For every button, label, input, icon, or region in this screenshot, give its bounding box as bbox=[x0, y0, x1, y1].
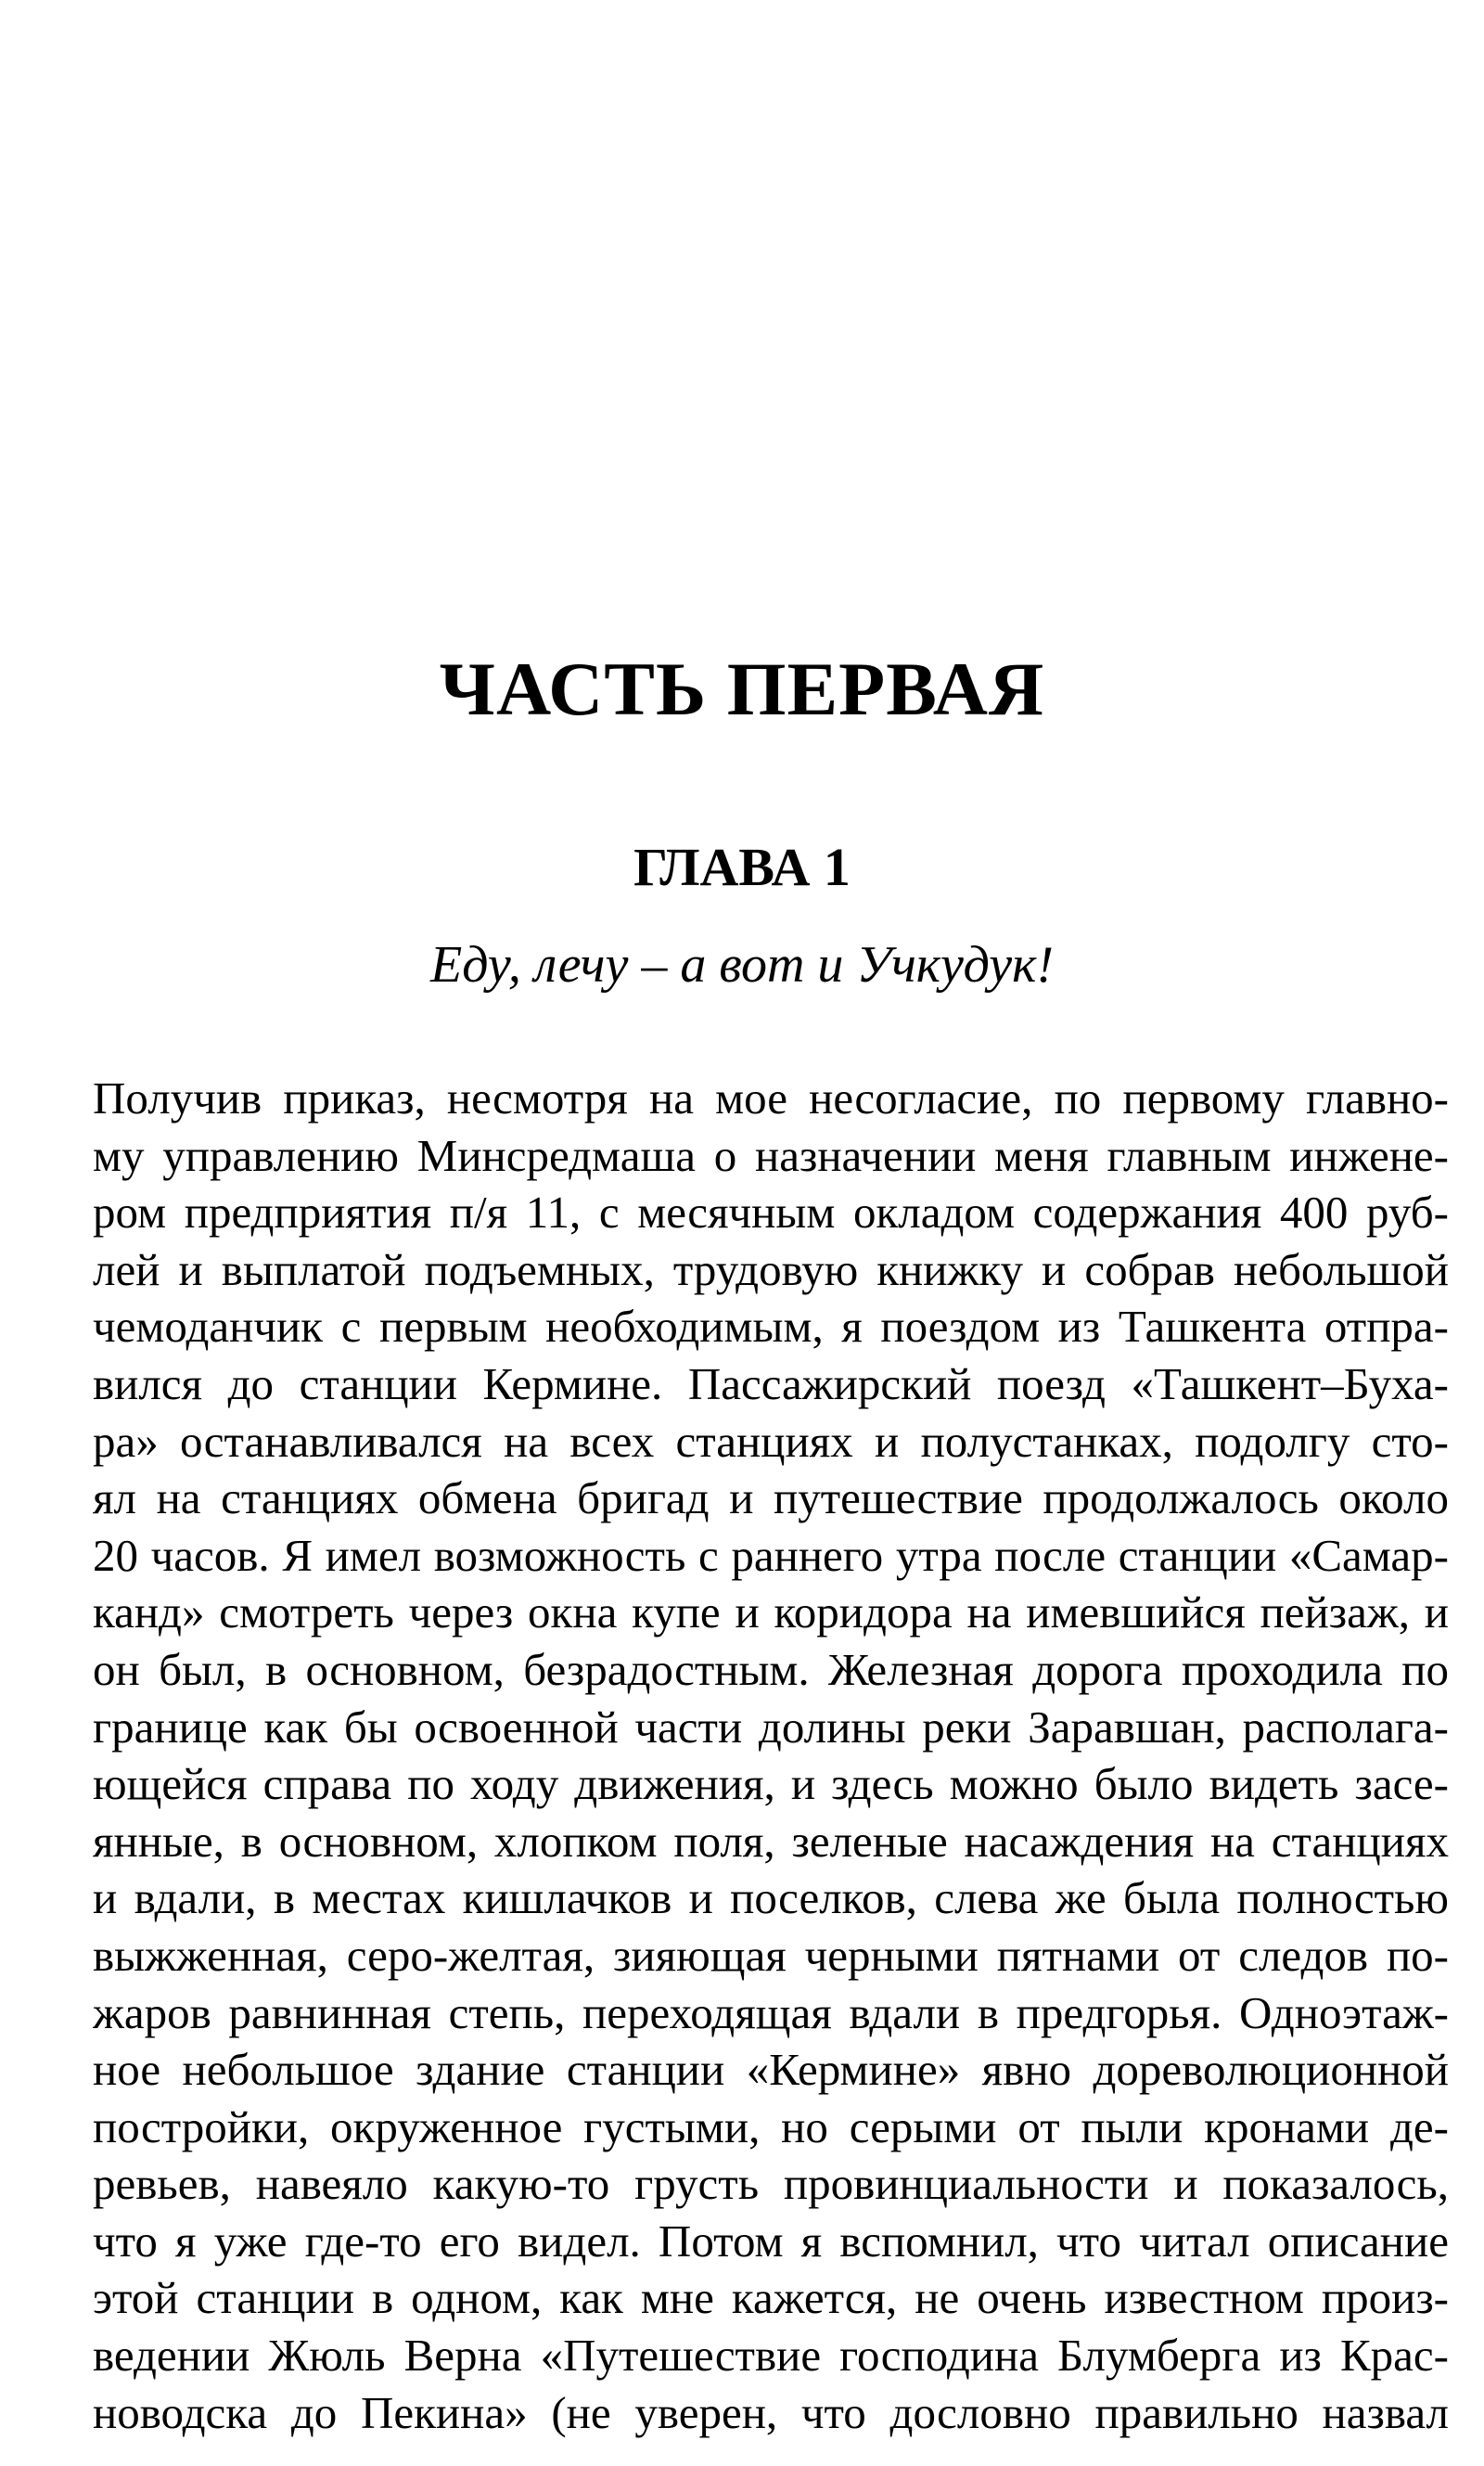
text-line: ром предприятия п/я 11, с месячным окладом содержания 400 руб- bbox=[93, 1187, 1449, 1239]
text-line: канд» смотреть через окна купе и коридора на имевшийся пейзаж, и bbox=[93, 1586, 1449, 1638]
text-line: ведении Жюль Верна «Путешествие господина Блумберга из Крас- bbox=[93, 2330, 1449, 2382]
chapter-title: ГЛАВА 1 bbox=[633, 837, 851, 897]
text-line: лей и выплатой подъемных, трудовую книжку и собрав небольшой bbox=[93, 1243, 1449, 1295]
text-line: новодска до Пекина» (не уверен, что дословно правильно назвал bbox=[93, 2386, 1449, 2438]
text-line: вился до станции Кермине. Пассажирский поезд «Ташкент–Буха- bbox=[93, 1357, 1449, 1409]
text-line: выжженная, серо-желтая, зияющая черными пятнами от следов по- bbox=[93, 1929, 1449, 1981]
text-line: постройки, окруженное густыми, но серыми от пыли кронами де- bbox=[93, 2100, 1449, 2152]
text-line: жаров равнинная степь, переходящая вдали в предгорья. Одноэтаж- bbox=[93, 1986, 1449, 2038]
text-line: он был, в основном, безрадостным. Железная дорога проходила по bbox=[93, 1643, 1449, 1695]
text-line: что я уже где-то его видел. Потом я вспомнил, что читал описание bbox=[93, 2215, 1449, 2267]
body-text bbox=[93, 1070, 1449, 2441]
part-title: ЧАСТЬ ПЕРВАЯ bbox=[439, 647, 1045, 731]
text-line: ра» останавливался на всех станциях и полустанках, подолгу сто- bbox=[93, 1415, 1449, 1467]
text-line: и вдали, в местах кишлачков и поселков, слева же была полностью bbox=[93, 1872, 1449, 1924]
text-line: янные, в основном, хлопком поля, зеленые насаждения на станциях bbox=[93, 1815, 1449, 1867]
text-line: ющейся справа по ходу движения, и здесь можно было видеть засе- bbox=[93, 1758, 1449, 1810]
text-line: ял на станциях обмена бригад и путешествие продолжалось около bbox=[93, 1472, 1449, 1524]
text-line: чемоданчик с первым необходимым, я поездом из Ташкента отпра- bbox=[93, 1301, 1449, 1353]
text-line: границе как бы освоенной части долины реки Заравшан, располага- bbox=[93, 1701, 1449, 1753]
text-line: ное небольшое здание станции «Кермине» явно дореволюционной bbox=[93, 2044, 1449, 2096]
text-line: ревьев, навеяло какую-то грусть провинциальности и показалось, bbox=[93, 2158, 1449, 2210]
text-line: 20 часов. Я имел возможность с раннего утра после станции «Самар- bbox=[93, 1529, 1449, 1581]
text-line: этой станции в одном, как мне кажется, не очень известном произ- bbox=[93, 2272, 1449, 2324]
text-line: Получив приказ, несмотря на мое несогласие, по первому главно- bbox=[93, 1072, 1449, 1124]
epigraph: Еду, лечу – а вот и Учкудук! bbox=[430, 936, 1054, 994]
text-line: му управлению Минсредмаша о назначении меня главным инжене- bbox=[93, 1129, 1449, 1181]
